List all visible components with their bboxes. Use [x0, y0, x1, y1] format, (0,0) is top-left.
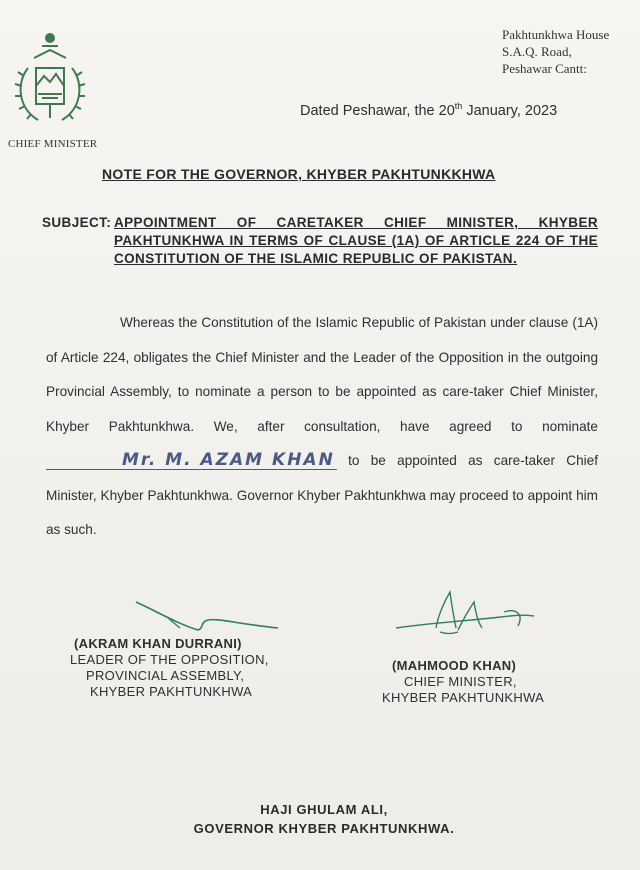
- subject-label: SUBJECT:: [42, 215, 112, 230]
- note-title: NOTE FOR THE GOVERNOR, KHYBER PAKHTUNKKHWA: [102, 166, 496, 182]
- signature-right-icon: [392, 588, 542, 640]
- subject-text: APPOINTMENT OF CARETAKER CHIEF MINISTER, KHYBER PAKHTUNKHWA IN TERMS OF CLAUSE (1A) OF ARTICLE 224 OF THE CONSTITUTION OF THE ISLAMIC REPUBLIC OF PAKISTAN.: [114, 215, 598, 266]
- signatory-title: KHYBER PAKHTUNKHWA: [382, 690, 545, 705]
- emblem-caption: CHIEF MINISTER: [8, 138, 98, 150]
- signatory-opposition-leader: [62, 636, 312, 700]
- office-address: [502, 26, 634, 77]
- address-line: Pakhtunkhwa House: [502, 27, 610, 42]
- date-ordinal: th: [454, 101, 463, 111]
- body-text-part2: to be appointed as care-taker Chief Minister, Khyber Pakhtunkhwa. Governor Khyber Pakhtunkhwa may proceed to appoint him as such.: [46, 453, 598, 537]
- address-line: Peshawar Cantt:: [502, 61, 587, 76]
- date-prefix: Dated Peshawar, the 20: [300, 103, 455, 119]
- nominee-handwritten: Mr. M. AZAM KHAN: [46, 451, 337, 470]
- signatory-name: (AKRAM KHAN DURRANI): [74, 636, 242, 651]
- addressee-block: [0, 800, 640, 838]
- signatory-title: LEADER OF THE OPPOSITION,: [70, 652, 269, 667]
- signatory-chief-minister: [380, 658, 600, 706]
- date-suffix: January, 2023: [462, 103, 558, 119]
- signatory-title: KHYBER PAKHTUNKHWA: [90, 684, 253, 699]
- signatory-name: (MAHMOOD KHAN): [392, 658, 517, 673]
- signatory-title: CHIEF MINISTER,: [404, 674, 517, 689]
- address-line: S.A.Q. Road,: [502, 44, 572, 59]
- addressee-title: GOVERNOR KHYBER PAKHTUNKHWA.: [193, 821, 455, 836]
- body-paragraph: [46, 306, 598, 548]
- date-line: [300, 101, 557, 119]
- body-text-part1: Whereas the Constitution of the Islamic Republic of Pakistan under clause (1A) of Article 224, obligates the Chief Minister and the Leader of the Opposition in the outgoing Provincial Assembly, to nominate a person to be appointed as care-taker Chief Minister, Khyber Pakhtunkhwa. We, after consultation, have agreed to nominate: [46, 315, 598, 434]
- provincial-emblem-icon: [8, 28, 92, 128]
- subject-block: [42, 214, 598, 268]
- signature-left-icon: [128, 598, 288, 634]
- addressee-name: HAJI GHULAM ALI,: [260, 802, 388, 817]
- signatory-title: PROVINCIAL ASSEMBLY,: [86, 668, 245, 683]
